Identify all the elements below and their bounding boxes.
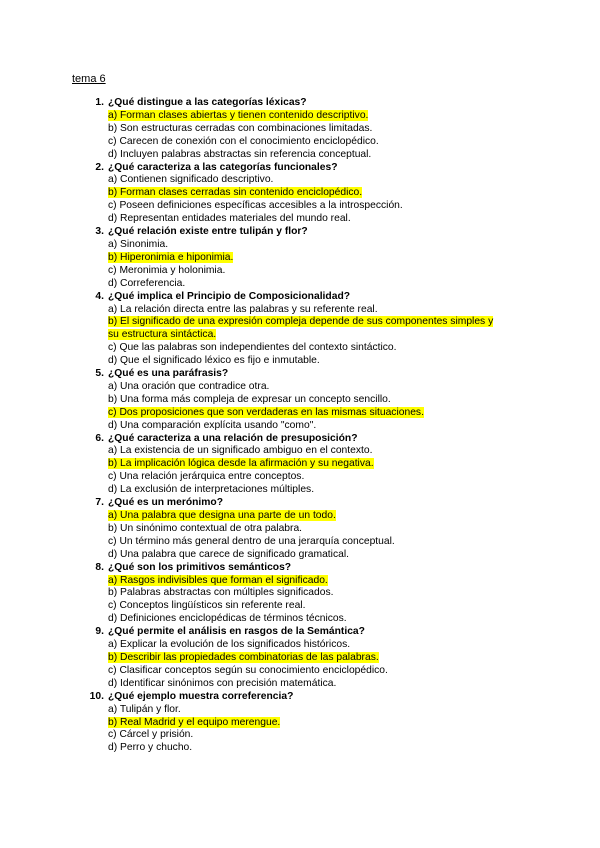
answer-option	[88, 484, 538, 497]
answer-option-text: a) La relación directa entre las palabras y su referente real.	[108, 303, 378, 315]
question-title	[88, 368, 538, 381]
answer-option-text: d) Que el significado léxico es fijo e inmutable.	[108, 355, 320, 367]
answer-option-text: c) Dos proposiciones que son verdaderas en las mismas situaciones.	[108, 406, 424, 418]
answer-option-text: d) Definiciones enciclopédicas de términos técnicos.	[108, 613, 347, 625]
answer-option-highlighted	[88, 717, 538, 730]
question-title	[88, 497, 538, 510]
question-number: 6.	[95, 432, 104, 444]
answer-option	[88, 536, 538, 549]
answer-option	[88, 549, 538, 562]
question-title	[88, 291, 538, 304]
answer-option-text: b) El significado de una expresión compleja depende de sus componentes simples y	[108, 316, 494, 328]
answer-option	[88, 523, 538, 536]
question-item	[88, 562, 538, 627]
question-text: ¿Qué relación existe entre tulipán y flor?	[108, 226, 308, 238]
answer-option	[88, 471, 538, 484]
answer-option-text: c) Carecen de conexión con el conocimiento enciclopédico.	[108, 135, 379, 147]
question-number: 8.	[95, 561, 104, 573]
answer-option	[88, 239, 538, 252]
answer-option-text: a) Una palabra que designa una parte de un todo.	[108, 510, 336, 521]
question-number: 10.	[89, 690, 104, 702]
answer-option	[88, 704, 538, 717]
question-text: ¿Qué distingue a las categorías léxicas?	[108, 97, 307, 108]
answer-option	[88, 149, 538, 162]
question-list	[88, 97, 538, 755]
answer-option-text: a) Explicar la evolución de los significados históricos.	[108, 639, 351, 651]
question-number: 9.	[95, 626, 104, 638]
question-title	[88, 691, 538, 704]
question-number: 3.	[95, 226, 104, 238]
question-text: ¿Qué es una paráfrasis?	[108, 368, 229, 380]
answer-option-text: c) Clasificar conceptos según su conocimiento enciclopédico.	[108, 664, 388, 676]
answer-option-text: b) Hiperonimia e hiponimia.	[108, 251, 234, 263]
question-item	[88, 433, 538, 498]
answer-option-text: su estructura sintáctica.	[108, 329, 217, 341]
answer-option	[88, 394, 538, 407]
answer-option	[88, 639, 538, 652]
answer-option	[88, 678, 538, 691]
question-text: ¿Qué ejemplo muestra correferencia?	[108, 690, 294, 702]
question-title	[88, 162, 538, 175]
question-item	[88, 368, 538, 433]
answer-option	[88, 420, 538, 433]
question-item	[88, 97, 538, 162]
question-text: ¿Qué es un merónimo?	[108, 497, 223, 509]
question-number: 5.	[95, 368, 104, 380]
answer-option	[88, 729, 538, 742]
answer-option	[88, 742, 538, 755]
question-item	[88, 497, 538, 562]
question-text: ¿Qué caracteriza a las categorías funcionales?	[108, 161, 338, 173]
answer-option-text: b) Forman clases cerradas sin contenido enciclopédico.	[108, 187, 363, 199]
answer-option-text: c) Un término más general dentro de una jerarquía conceptual.	[108, 535, 395, 547]
answer-option-highlighted	[88, 458, 538, 471]
question-title	[88, 562, 538, 575]
answer-option-highlighted	[88, 187, 538, 200]
answer-option-highlighted	[88, 252, 538, 265]
answer-option-text: d) Una palabra que carece de significado gramatical.	[108, 548, 349, 560]
answer-option-text: a) Sinonimia.	[108, 238, 169, 250]
answer-option-text: d) Identificar sinónimos con precisión matemática.	[108, 677, 337, 689]
question-title	[88, 97, 538, 110]
answer-option-text: c) Una relación jerárquica entre conceptos.	[108, 471, 305, 483]
answer-option-text: b) Real Madrid y el equipo merengue.	[108, 716, 281, 728]
answer-option	[88, 174, 538, 187]
answer-option-text: a) Forman clases abiertas y tienen contenido descriptivo.	[108, 109, 369, 121]
answer-option	[88, 123, 538, 136]
answer-option-text: b) Describir las propiedades combinatorias de las palabras.	[108, 651, 379, 663]
question-number: 7.	[95, 497, 104, 509]
question-item	[88, 691, 538, 756]
question-number: 1.	[95, 97, 104, 108]
answer-option	[88, 355, 538, 368]
question-number: 2.	[95, 161, 104, 173]
answer-option	[88, 278, 538, 291]
answer-option-text: d) Perro y chucho.	[108, 742, 193, 754]
answer-option-text: b) Un sinónimo contextual de otra palabra.	[108, 522, 303, 534]
answer-option-text: d) La exclusión de interpretaciones múltiples.	[108, 484, 315, 496]
answer-option	[88, 381, 538, 394]
answer-option-highlighted	[88, 329, 538, 342]
question-item	[88, 291, 538, 368]
answer-option-highlighted	[88, 110, 538, 123]
answer-option	[88, 304, 538, 317]
answer-option-text: c) Conceptos lingüísticos sin referente real.	[108, 600, 306, 612]
question-title	[88, 626, 538, 639]
answer-option-highlighted	[88, 575, 538, 588]
answer-option-text: a) Tulipán y flor.	[108, 703, 181, 715]
question-item	[88, 162, 538, 227]
question-title	[88, 226, 538, 239]
answer-option	[88, 213, 538, 226]
answer-option-highlighted	[88, 407, 538, 420]
answer-option-text: b) Una forma más compleja de expresar un concepto sencillo.	[108, 393, 391, 405]
answer-option-highlighted	[88, 652, 538, 665]
answer-option-text: b) La implicación lógica desde la afirmación y su negativa.	[108, 458, 374, 470]
answer-option-text: c) Que las palabras son independientes del contexto sintáctico.	[108, 342, 397, 354]
answer-option	[88, 445, 538, 458]
answer-option	[88, 613, 538, 626]
answer-option-highlighted	[88, 316, 538, 329]
answer-option-text: d) Correferencia.	[108, 277, 186, 289]
answer-option	[88, 665, 538, 678]
answer-option-highlighted	[88, 510, 538, 523]
question-text: ¿Qué caracteriza a una relación de presuposición?	[108, 432, 358, 444]
answer-option-text: b) Son estructuras cerradas con combinaciones limitadas.	[108, 122, 373, 134]
answer-option	[88, 587, 538, 600]
answer-option-text: b) Palabras abstractas con múltiples significados.	[108, 587, 334, 599]
answer-option-text: c) Poseen definiciones específicas accesibles a la introspección.	[108, 200, 403, 212]
answer-option	[88, 136, 538, 149]
document-heading: tema 6	[72, 73, 106, 85]
answer-option-text: d) Incluyen palabras abstractas sin referencia conceptual.	[108, 148, 372, 160]
question-text: ¿Qué implica el Principio de Composicionalidad?	[108, 290, 351, 302]
question-title	[88, 433, 538, 446]
question-number: 4.	[95, 290, 104, 302]
answer-option-text: d) Una comparación explícita usando "como".	[108, 419, 317, 431]
answer-option	[88, 342, 538, 355]
answer-option-text: c) Meronimia y holonimia.	[108, 264, 226, 276]
answer-option-text: a) Rasgos indivisibles que forman el significado.	[108, 574, 328, 586]
question-text: ¿Qué son los primitivos semánticos?	[108, 561, 292, 573]
answer-option-text: c) Cárcel y prisión.	[108, 729, 194, 741]
answer-option	[88, 200, 538, 213]
answer-option-text: a) La existencia de un significado ambiguo en el contexto.	[108, 445, 373, 457]
answer-option-text: d) Representan entidades materiales del mundo real.	[108, 213, 351, 225]
question-item	[88, 626, 538, 691]
answer-option-text: a) Una oración que contradice otra.	[108, 380, 270, 392]
question-text: ¿Qué permite el análisis en rasgos de la Semántica?	[108, 626, 365, 638]
question-item	[88, 226, 538, 291]
answer-option	[88, 265, 538, 278]
answer-option	[88, 600, 538, 613]
answer-option-text: a) Contienen significado descriptivo.	[108, 174, 274, 186]
